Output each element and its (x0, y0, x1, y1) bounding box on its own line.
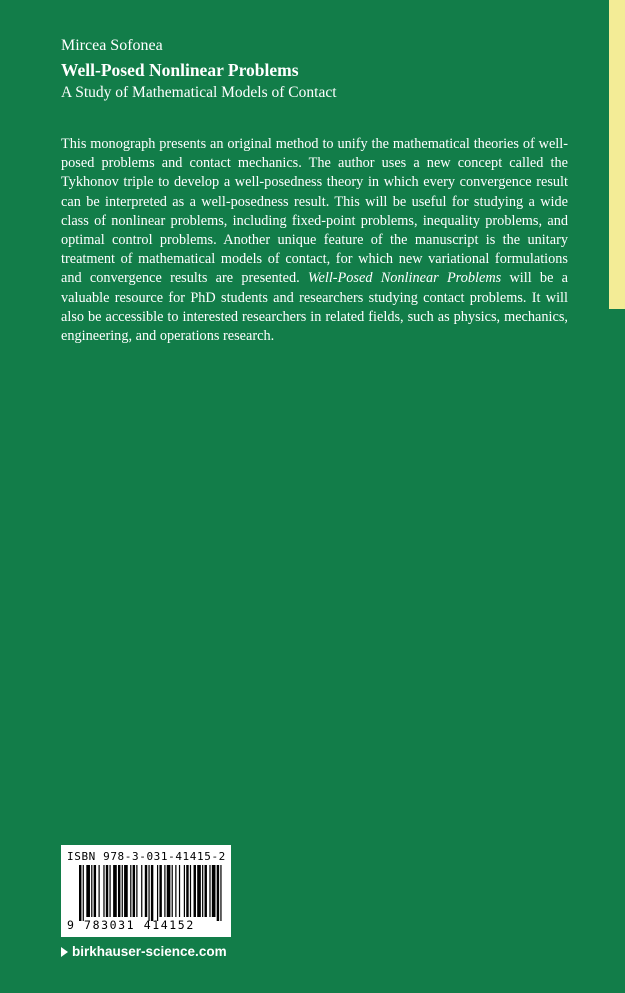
barcode-bar (133, 865, 135, 917)
barcode-bar (106, 865, 108, 917)
barcode-bar (194, 865, 196, 917)
barcode-bar (99, 865, 100, 917)
description-text-part1: This monograph presents an original method to unify the mathematical theories of well-posed problems and contact mechanics. The author uses a new concept called the Tykhonov triple to develop a well-posedness theory in which every convergence result can be interpreted as a well-posedness result. This will be useful for studying a wide class of nonlinear problems, including fixed-point problems, inequality problems, and optimal control problems. Another unique feature of the manuscript is the unitary treatment of mathematical models of contact, for which new variational formulations and convergence results are presented. (61, 136, 568, 287)
barcode-bar (91, 865, 92, 917)
author-name: Mircea Sofonea (61, 37, 163, 54)
barcode-bar (212, 865, 216, 917)
barcode-bar (197, 865, 201, 917)
barcode-bar (164, 865, 165, 917)
barcode-bar (130, 865, 131, 917)
isbn-barcode (61, 845, 231, 937)
barcode-bar (141, 865, 142, 917)
description-title-italic: Well-Posed Nonlinear Problems (307, 270, 502, 287)
barcode-bar (83, 865, 84, 921)
barcode-bar (202, 865, 203, 917)
barcode-bar (103, 865, 104, 917)
book-subtitle: A Study of Mathematical Models of Contact (61, 84, 337, 101)
barcode-bar (94, 865, 96, 917)
barcode-bar (151, 865, 153, 921)
barcode-bar (145, 865, 147, 917)
barcode-bar (113, 865, 117, 917)
barcode-icon (79, 865, 224, 921)
barcode-bar (209, 865, 210, 917)
description-text-part2: will be a valuable resource for PhD students and researchers studying contact problems. It will also be accessible to interested researchers in related fields, such as physics, mechanics, engineering, and operations research. (61, 270, 568, 345)
barcode-bar (79, 865, 81, 921)
barcode-bar (172, 865, 173, 917)
barcode-bar (118, 865, 120, 917)
barcode-bar (186, 865, 188, 917)
barcode-bar (220, 865, 221, 921)
barcode-bar (205, 865, 207, 917)
barcode-bar (175, 865, 176, 917)
barcode-bar (179, 865, 180, 917)
barcode-bar (109, 865, 110, 917)
barcode-bar (124, 865, 128, 917)
barcode-bar (159, 865, 161, 917)
book-title: Well-Posed Nonlinear Problems (61, 60, 299, 80)
spine-color-strip (609, 0, 625, 309)
publisher-website[interactable] (61, 944, 227, 959)
book-description (61, 135, 568, 346)
isbn-number: ISBN 978-3-031-41415-2 (67, 850, 226, 863)
barcode-bar (184, 865, 185, 917)
barcode-bar (86, 865, 90, 917)
barcode-bar (122, 865, 123, 917)
barcode-bar (136, 865, 137, 917)
website-url[interactable]: birkhauser-science.com (72, 944, 227, 959)
barcode-bar (157, 865, 158, 921)
barcode-bar (217, 865, 219, 921)
barcode-digits: 9 783031 414152 (67, 918, 195, 932)
barcode-bar (148, 865, 149, 921)
barcode-bar (190, 865, 191, 917)
barcode-bar (167, 865, 171, 917)
right-arrow-icon (61, 947, 68, 957)
